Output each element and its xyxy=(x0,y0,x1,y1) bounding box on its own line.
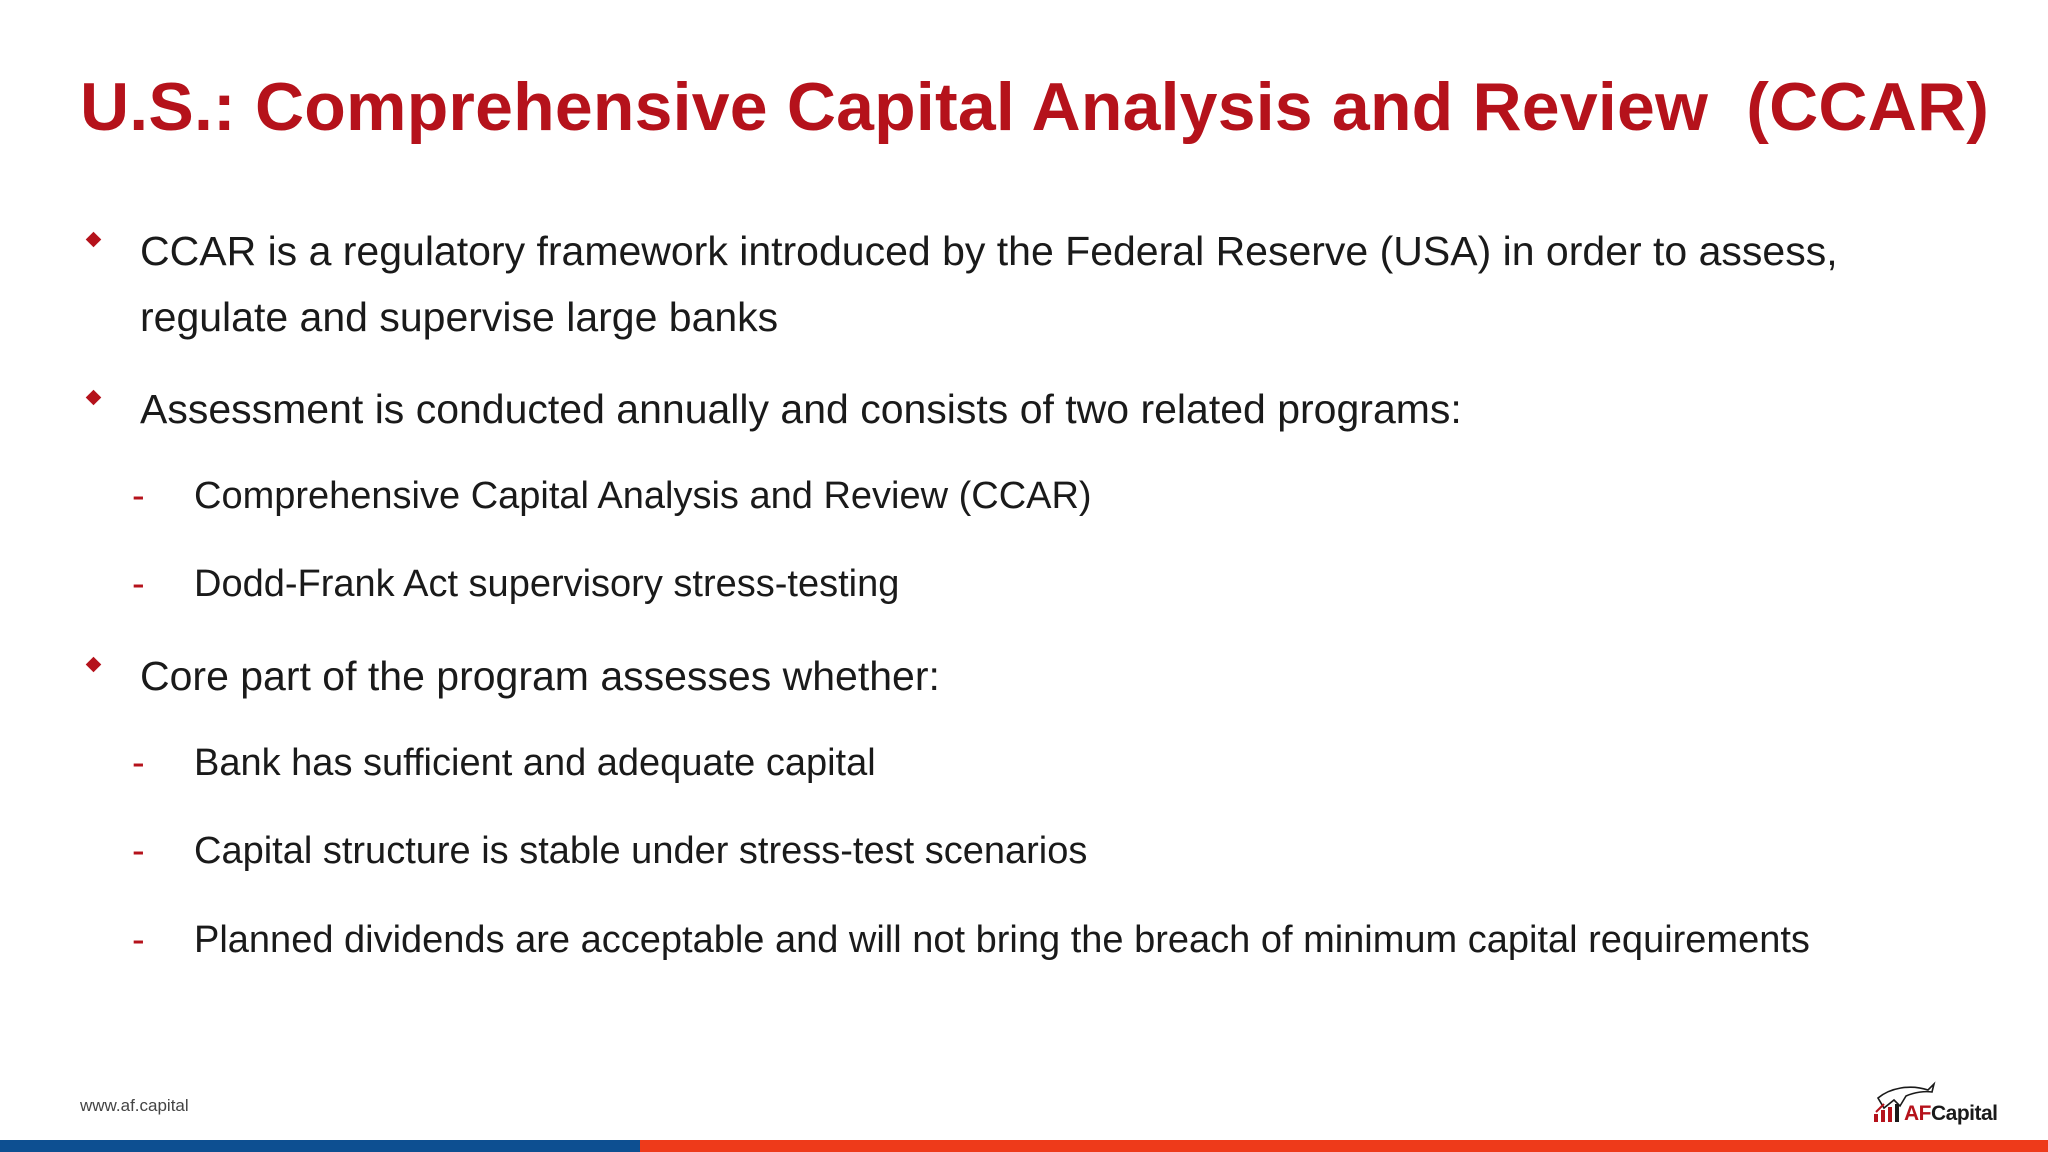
diamond-bullet-icon xyxy=(86,232,102,248)
bullet-text: Core part of the program assesses whether: xyxy=(140,653,940,699)
bullet-text: Assessment is conducted annually and consists of two related programs: xyxy=(140,386,1462,432)
logo-af: AF xyxy=(1904,1102,1931,1125)
diamond-bullet-icon xyxy=(86,390,102,406)
dash-marker: - xyxy=(132,742,145,784)
footer-bar-red xyxy=(640,1140,2048,1152)
diamond-bullet-icon xyxy=(86,657,102,673)
logo-capital: Capital xyxy=(1931,1102,1998,1125)
footer-url[interactable]: www.af.capital xyxy=(80,1096,189,1115)
sub-item-text: Bank has sufficient and adequate capital xyxy=(194,742,876,784)
dash-marker: - xyxy=(132,919,145,961)
dash-marker: - xyxy=(132,563,145,605)
sub-item-text: Capital structure is stable under stress-test scenarios xyxy=(194,830,1088,872)
footer-bar-blue xyxy=(0,1140,640,1152)
bullet-text: CCAR is a regulatory framework introduced by the Federal Reserve (USA) in order to assess, regulate and supervise large banks xyxy=(140,228,1838,340)
company-logo xyxy=(1870,1078,1998,1125)
slide-title: U.S.: Comprehensive Capital Analysis and Review (CCAR) xyxy=(80,69,1990,145)
sub-item-text: Comprehensive Capital Analysis and Review (CCAR) xyxy=(194,475,1092,517)
sub-item-text: Dodd-Frank Act supervisory stress-testing xyxy=(194,563,900,605)
logo-wordmark xyxy=(1904,1102,1998,1126)
dash-marker: - xyxy=(132,830,145,872)
bar-chart-icon xyxy=(1872,1104,1902,1122)
dash-marker: - xyxy=(132,475,145,517)
sub-item-text: Planned dividends are acceptable and will not bring the breach of minimum capital requirements xyxy=(194,919,1810,961)
